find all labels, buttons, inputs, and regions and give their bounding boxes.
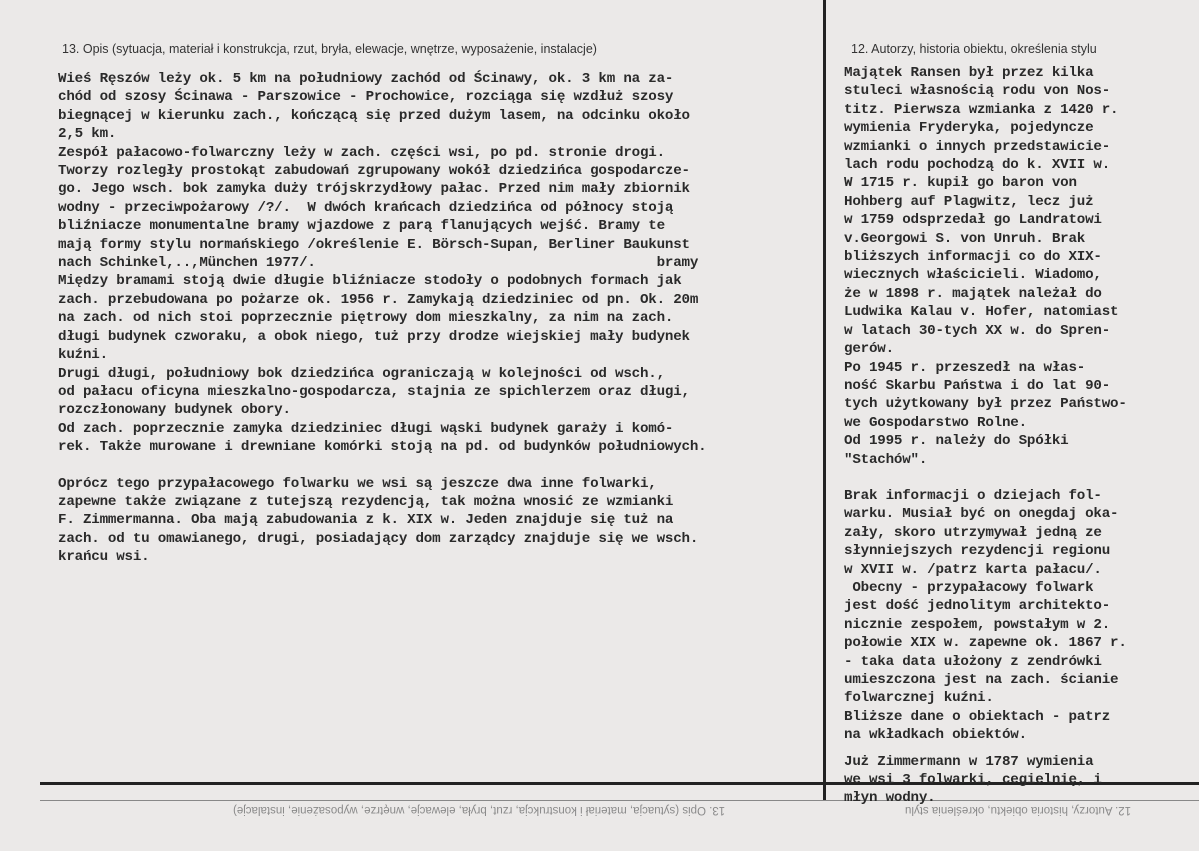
description-paragraph-2: Zespół pałacowo-folwarczny leży w zach. części wsi, po pd. stronie drogi. Tworzy rozległy prostokąt zabudowań zgrupowany wokół dziedzińca gospodarcze- go. Jego wsch. bok zamyka duży trójskrzydłowy pałac. Przed nim mały zbiornik wodny - przeciwpożarowy /?/. W dwóch krańcach dziedzińca od północy stoją bliźniacze monumentalne bramy wjazdowe z parą flanujących wejść. Bramy te mają formy stylu normańskiego /określenie E. Börsch-Supan, Berliner Baukunst nach Schinkel,..,München 1977/. bramy: [58, 144, 699, 272]
mirrored-section-13-heading: 13. Opis (sytuacja, materiał i konstrukcja, rzut, bryła, elewacje, wnętrze, wyposażenie, instalacje): [233, 804, 726, 816]
paragraph-gap: [844, 745, 1198, 753]
history-column: [844, 64, 1198, 808]
section-12-heading: 12. Autorzy, historia obiektu, określenia stylu: [851, 42, 1097, 56]
history-paragraph-6: Bliższe dane o obiektach - patrz na wkładkach obiektów.: [844, 708, 1111, 744]
history-paragraph-5: Brak informacji o dziejach fol- warku. Musiał być on onegdaj oka- zały, skoro utrzymywał jedną ze słynniejszych rezydencji regionu w XVII w. /patrz karta pałacu/. Obecny - przypałacowy folwark jest dość jednolitym architekto- nicznie zespołem, powstałym w 2. połowie XIX w. zapewne ok. 1867 r. - taka data ułożony z zendrówki umieszczona jest na zach. ścianie folwarcznej kuźni.: [844, 487, 1127, 707]
paragraph-gap: [844, 469, 1198, 487]
history-paragraph-1: Majątek Ransen był przez kilka stuleci własnością rodu von Nos- titz. Pierwsza wzmianka z 1420 r. wymienia Fryderyka, pojedyncze wzmianki o innych przedstawicie- lach rodu pochodzą do k. XVII w.: [844, 65, 1119, 174]
history-paragraph-3: Po 1945 r. przeszedł na włas- ność Skarbu Państwa i do lat 90- tych użytkowany był przez Państwo- we Gospodarstwo Rolne.: [844, 359, 1127, 431]
description-paragraph-6: Oprócz tego przypałacowego folwarku we wsi są jeszcze dwa inne folwarki, zapewne także związane z tutejszą rezydencją, tak można wnosić ze wzmianki F. Zimmermanna. Oba mają zabudowania z k. XIX w. Jeden znajduje się tuż na zach. od tu omawianego, drugi, posiadający dom zarządcy znajduje się we wsch. krańcu wsi.: [58, 475, 699, 566]
history-paragraph-4: Od 1995 r. należy do Spółki "Stachów".: [844, 433, 1069, 468]
paragraph-gap: [58, 457, 828, 475]
description-paragraph-1: Wieś Ręszów leży ok. 5 km na południowy zachód od Ścinawy, ok. 3 km na za- chód od szosy Ścinawa - Parszowice - Prochowice, rozciąga się wzdłuż szosy biegnącej w kierunku zach., kończącą się przed dużym lasem, na odcinku około 2,5 km.: [58, 71, 690, 143]
description-paragraph-5: Od zach. poprzecznie zamyka dziedziniec długi wąski budynek garaży i komó- rek. Także murowane i drewniane komórki stoją na pd. od budynków południowych.: [58, 420, 707, 456]
mirrored-section-12-heading: 12. Autorzy, historia obiektu, określenia stylu: [905, 804, 1132, 816]
section-13-heading: 13. Opis (sytuacja, materiał i konstrukcja, rzut, bryła, elewacje, wnętrze, wyposażenie, instalacje): [62, 42, 597, 56]
history-paragraph-7: Już Zimmermann w 1787 wymienia we wsi 3 folwarki, cegielnię, i młyn wodny.: [844, 753, 1102, 807]
history-paragraph-2: W 1715 r. kupił go baron von Hohberg auf Plagwitz, lecz już w 1759 odsprzedał go Landratowi v.Georgowi S. von Unruh. Brak bliższych informacji co do XIX- wiecznych właścicieli. Wiadomo, że w 1898 r. majątek należał do Ludwika Kalau v. Hofer, natomiast w latach 30-tych XX w. do Spren- gerów.: [844, 175, 1119, 358]
description-paragraph-4: Drugi długi, południowy bok dziedzińca ograniczają w kolejności od wsch., od pałacu oficyna mieszkalno-gospodarcza, stajnia ze spichlerzem oraz długi, rozczłonowany budynek obory.: [58, 365, 690, 419]
description-column: [58, 70, 828, 567]
description-paragraph-3: Między bramami stoją dwie długie bliźniacze stodoły o podobnych formach jak zach. przebudowana po pożarze ok. 1956 r. Zamykają dziedziniec od pn. Ok. 20m na zach. od nich stoi poprzecznie piętrowy dom mieszkalny, za nim na zach. długi budynek czworaku, a obok niego, tuż przy drodze wiejskiej mały budynek kuźni.: [58, 273, 699, 364]
